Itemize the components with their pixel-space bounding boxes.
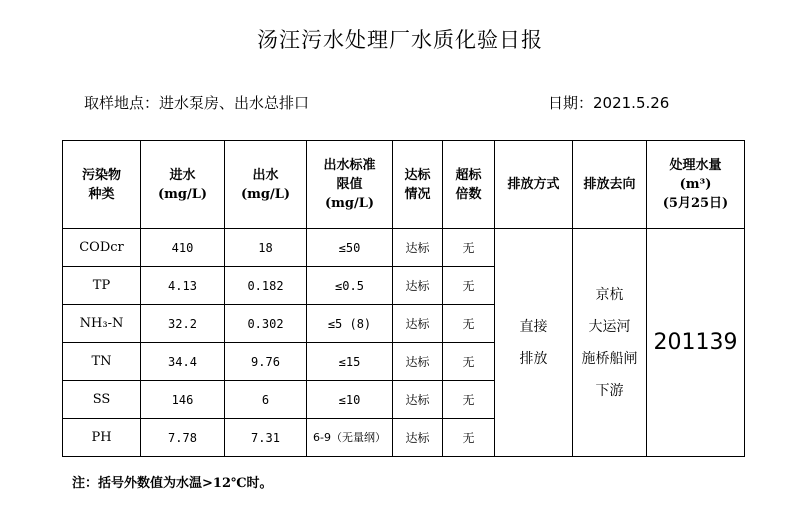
effluent-value: 9.76 (225, 343, 307, 381)
limit-value: ≤0.5 (307, 267, 393, 305)
discharge-destination-value: 京杭 大运河 施桥船闸 下游 (573, 229, 647, 457)
header-pollutant: 污染物 种类 (63, 141, 141, 229)
influent-value: 4.13 (141, 267, 225, 305)
influent-value: 34.4 (141, 343, 225, 381)
exceed-value: 无 (443, 419, 495, 457)
influent-value: 146 (141, 381, 225, 419)
exceed-value: 无 (443, 229, 495, 267)
footnote: 注：括号外数值为水温>12℃时。 (72, 476, 273, 491)
compliance-status: 达标 (393, 229, 443, 267)
header-influent: 进水 (mg/L) (141, 141, 225, 229)
report-date: 日期：2021.5.26 (548, 94, 670, 112)
pollutant-name: NH₃-N (63, 305, 141, 343)
report-title: 汤汪污水处理厂水质化验日报 (257, 28, 543, 52)
effluent-value: 0.182 (225, 267, 307, 305)
limit-value: ≤15 (307, 343, 393, 381)
effluent-value: 7.31 (225, 419, 307, 457)
exceed-value: 无 (443, 267, 495, 305)
compliance-status: 达标 (393, 381, 443, 419)
pollutant-name: SS (63, 381, 141, 419)
limit-value: 6-9（无量纲） (307, 419, 393, 457)
limit-value: ≤50 (307, 229, 393, 267)
water-quality-table (62, 140, 745, 457)
effluent-value: 6 (225, 381, 307, 419)
header-limit: 出水标准 限值 (mg/L) (307, 141, 393, 229)
header-exceed: 超标 倍数 (443, 141, 495, 229)
header-compliance: 达标 情况 (393, 141, 443, 229)
influent-value: 32.2 (141, 305, 225, 343)
pollutant-name: TN (63, 343, 141, 381)
pollutant-name: PH (63, 419, 141, 457)
compliance-status: 达标 (393, 343, 443, 381)
pollutant-name: TP (63, 267, 141, 305)
volume-value: 201139 (647, 229, 745, 457)
compliance-status: 达标 (393, 419, 443, 457)
table-row (63, 229, 745, 267)
compliance-status: 达标 (393, 305, 443, 343)
limit-value: ≤10 (307, 381, 393, 419)
influent-value: 410 (141, 229, 225, 267)
header-row (63, 141, 745, 229)
sampling-location: 取样地点：进水泵房、出水总排口 (84, 94, 310, 112)
discharge-method-value: 直接 排放 (495, 229, 573, 457)
compliance-status: 达标 (393, 267, 443, 305)
exceed-value: 无 (443, 305, 495, 343)
exceed-value: 无 (443, 381, 495, 419)
pollutant-name: CODcr (63, 229, 141, 267)
effluent-value: 18 (225, 229, 307, 267)
influent-value: 7.78 (141, 419, 225, 457)
header-discharge-method: 排放方式 (495, 141, 573, 229)
header-discharge-destination: 排放去向 (573, 141, 647, 229)
header-effluent: 出水 (mg/L) (225, 141, 307, 229)
header-volume: 处理水量 (m³) (5月25日) (647, 141, 745, 229)
exceed-value: 无 (443, 343, 495, 381)
limit-value: ≤5 (8) (307, 305, 393, 343)
effluent-value: 0.302 (225, 305, 307, 343)
